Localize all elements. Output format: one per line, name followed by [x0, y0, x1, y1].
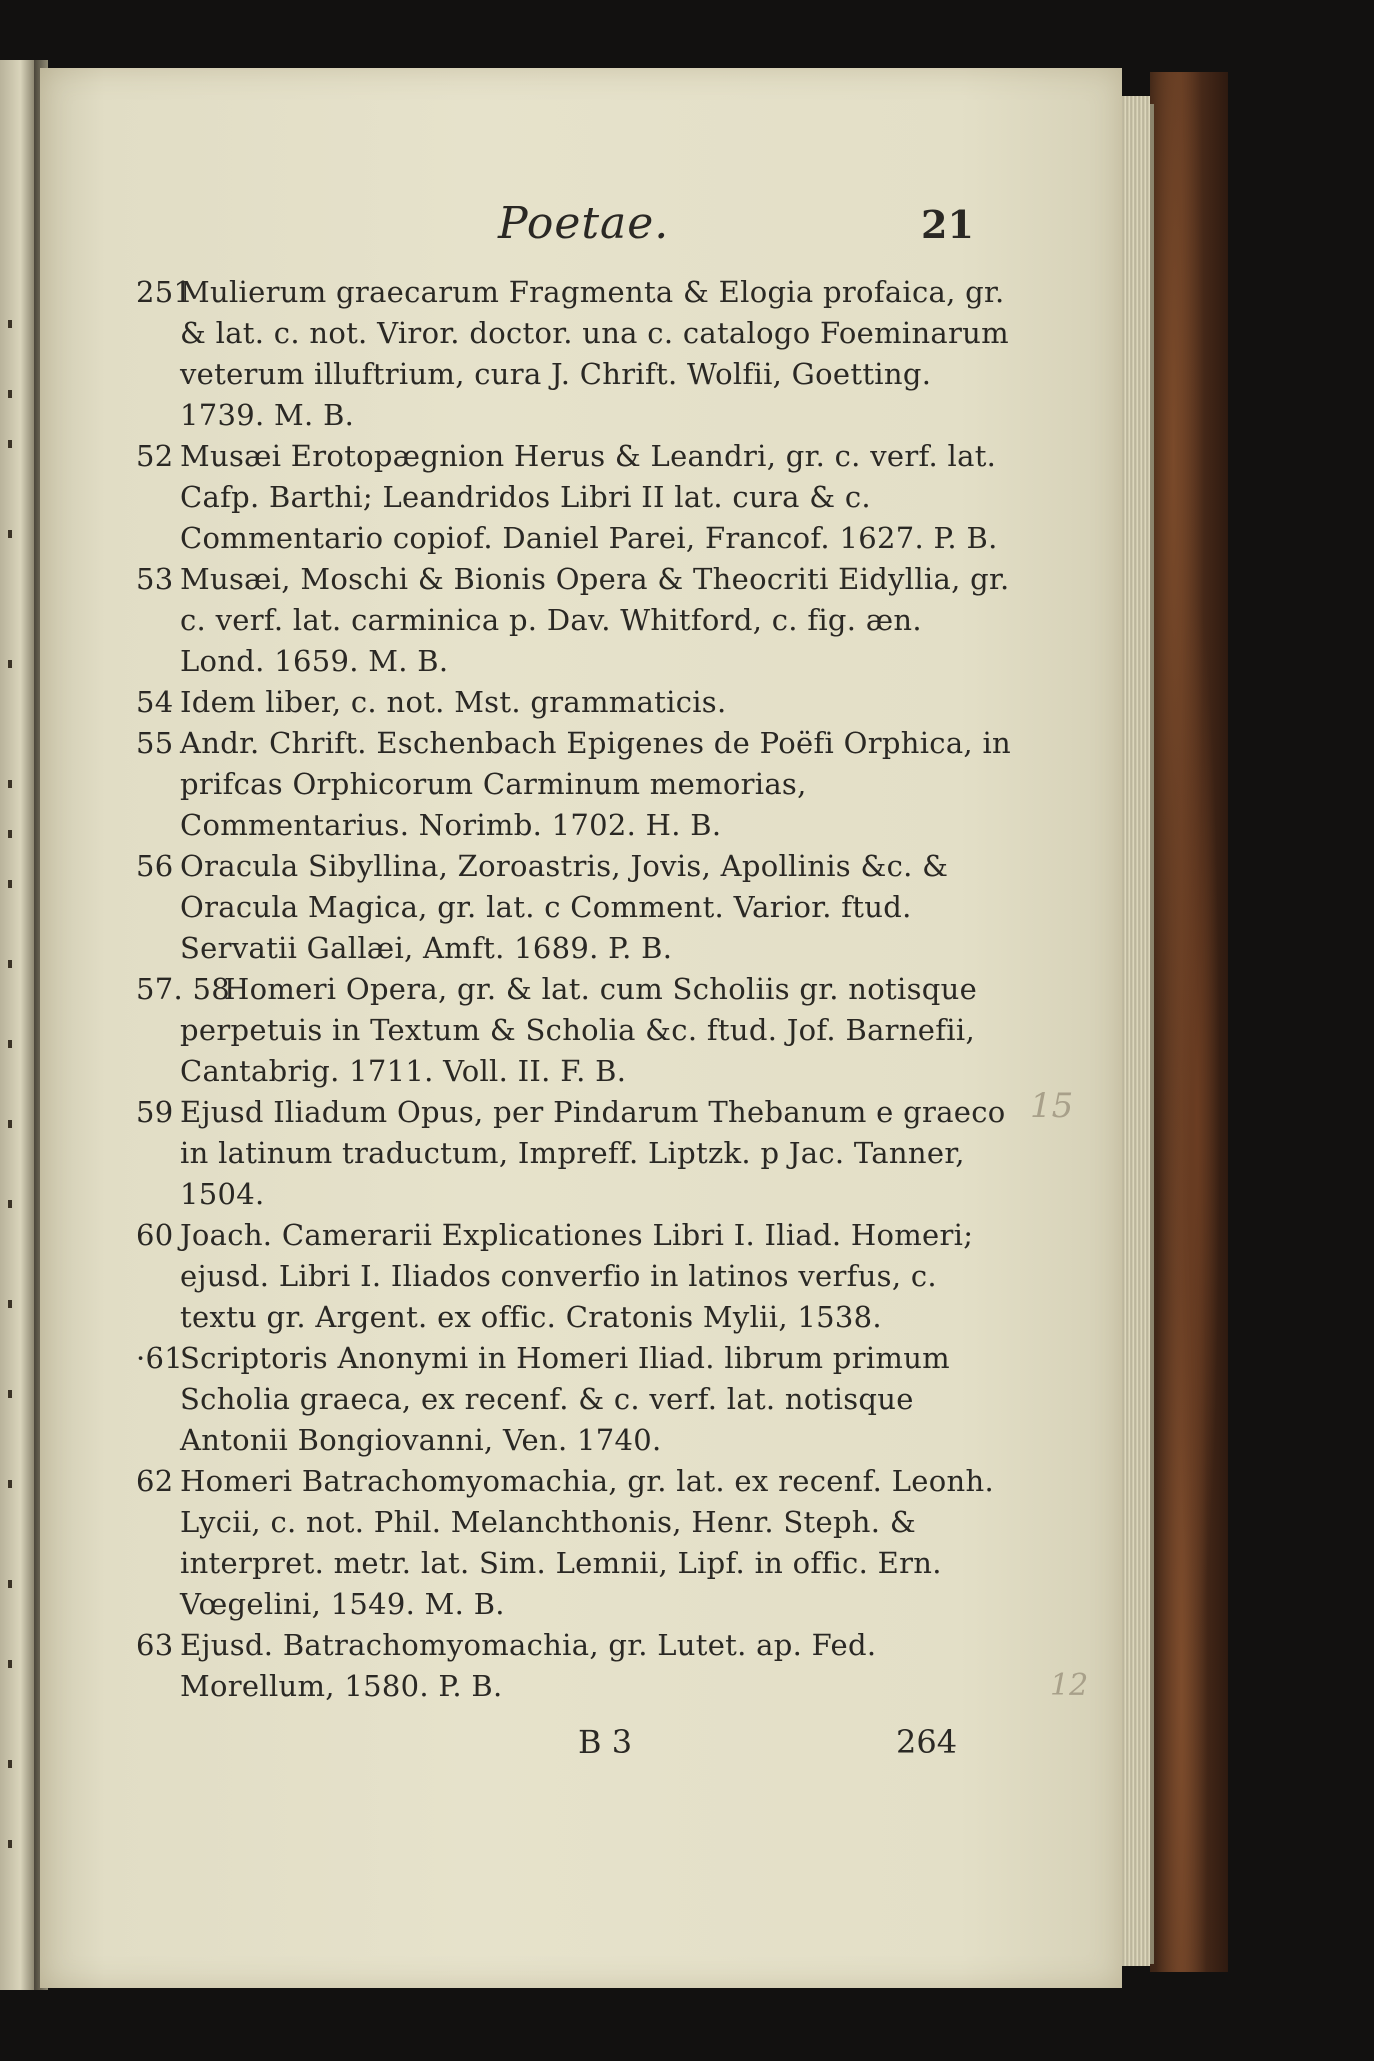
entry-text: Oracula Sibyllina, Zoroastris, Jovis, Apollinis &c. & Oracula Magica, gr. lat. c Comment. Varior. ftud. Servatii Gallæi, Amft. 1689. P. B. — [180, 849, 949, 965]
entry-number: 54 — [136, 685, 174, 719]
catalogue-entry — [136, 1215, 1016, 1338]
catalogue-entry — [136, 723, 1016, 846]
catalogue-entry — [136, 1461, 1016, 1625]
entry-number: 63 — [136, 1628, 174, 1662]
entry-number: 57. 58 — [136, 972, 231, 1006]
running-title: Poetae. — [498, 198, 670, 249]
entry-text: Mulierum graecarum Fragmenta & Elogia profaica, gr. & lat. c. not. Viror. doctor. una c. catalogo Foeminarum veterum illuftrium, cura J. Chrift. Wolfii, Goetting. 1739. M. B. — [180, 275, 1009, 432]
entry-number: 52 — [136, 439, 174, 473]
left-page-edge — [0, 60, 34, 1990]
entry-text: Homeri Batrachomyomachia, gr. lat. ex recenf. Leonh. Lycii, c. not. Phil. Melanchthonis, Henr. Steph. & interpret. metr. lat. Sim. Lemnii, Lipf. in offic. Ern. Vœgelini, 1549. M. B. — [180, 1464, 994, 1621]
pencil-annotation: 12 — [1050, 1668, 1089, 1703]
book-cover — [1150, 72, 1228, 1972]
entry-number: 53 — [136, 562, 174, 596]
entry-number: ·61 — [136, 1341, 184, 1375]
catalogue-entry — [136, 436, 1016, 559]
entry-text: Homeri Opera, gr. & lat. cum Scholiis gr. notisque perpetuis in Textum & Scholia &c. ftud. Jof. Barnefii, Cantabrig. 1711. Voll. II. F. B. — [180, 972, 978, 1088]
entry-number: 60 — [136, 1218, 174, 1252]
signature-mark: B 3 — [578, 1723, 633, 1761]
catalogue-entry — [136, 846, 1016, 969]
page-header — [136, 178, 1016, 249]
entry-text: Musæi, Moschi & Bionis Opera & Theocriti Eidyllia, gr. c. verf. lat. carminica p. Dav. Whitford, c. fig. æn. Lond. 1659. M. B. — [180, 562, 1010, 678]
entry-number: 56 — [136, 849, 174, 883]
entry-text: Idem liber, c. not. Mst. grammaticis. — [180, 685, 727, 719]
catalogue-entry — [136, 969, 1016, 1092]
entry-text: Ejusd Iliadum Opus, per Pindarum Thebanum e graeco in latinum traductum, Impreff. Liptzk. p Jac. Tanner, 1504. — [180, 1095, 1006, 1211]
entry-number: 55 — [136, 726, 174, 760]
page-footer — [136, 1723, 1016, 1773]
catalogue-entry — [136, 682, 1016, 723]
entry-text: Ejusd. Batrachomyomachia, gr. Lutet. ap. Fed. Morellum, 1580. P. B. — [180, 1628, 877, 1703]
entry-number: 59 — [136, 1095, 174, 1129]
catalogue-number: 264 — [896, 1723, 958, 1761]
entry-text: Musæi Erotopægnion Herus & Leandri, gr. c. verf. lat. Cafp. Barthi; Leandridos Libri II lat. cura & c. Commentario copiof. Daniel Parei, Francof. 1627. P. B. — [180, 439, 998, 555]
entry-text: Scriptoris Anonymi in Homeri Iliad. librum primum Scholia graeca, ex recenf. & c. verf. lat. notisque Antonii Bongiovanni, Ven. 1740. — [180, 1341, 950, 1457]
left-page-text-fragments — [4, 60, 30, 1990]
catalogue-entry — [136, 1625, 1016, 1707]
entry-number: 62 — [136, 1464, 174, 1498]
entry-text: Joach. Camerarii Explicationes Libri I. Iliad. Homeri; ejusd. Libri I. Iliados converfio in latinos verfus, c. textu gr. Argent. ex offic. Cratonis Mylii, 1538. — [180, 1218, 974, 1334]
book-page — [40, 68, 1122, 1988]
pencil-annotation: 15 — [1030, 1086, 1074, 1126]
page-content — [136, 178, 1016, 1773]
catalogue-entry — [136, 1092, 1016, 1215]
catalogue-entry — [136, 1338, 1016, 1461]
catalogue-entry — [136, 272, 1016, 436]
entry-number: 251 — [136, 275, 193, 309]
catalogue-entry — [136, 559, 1016, 682]
entry-text: Andr. Chrift. Eschenbach Epigenes de Poëfi Orphica, in prifcas Orphicorum Carminum memorias, Commentarius. Norimb. 1702. H. B. — [180, 726, 1012, 842]
page-number: 21 — [921, 202, 974, 247]
page-edges — [1120, 96, 1150, 1966]
catalogue-entries — [136, 272, 1016, 1707]
